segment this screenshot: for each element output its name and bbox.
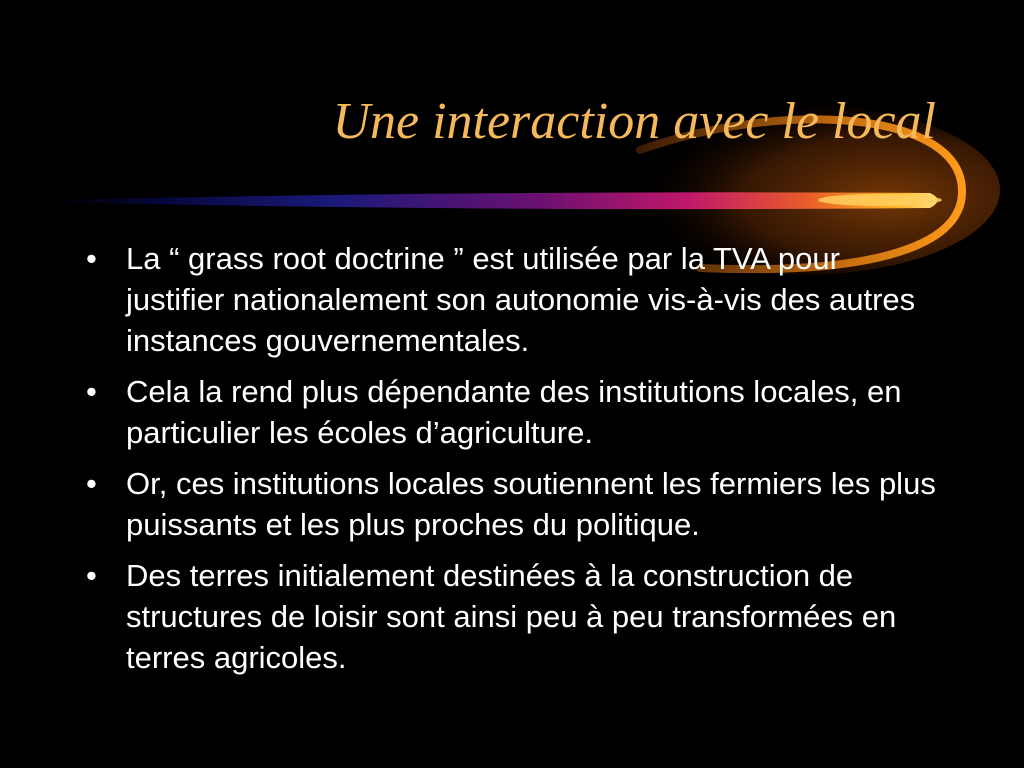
bullet-text: La “ grass root doctrine ” est utilisée par la TVA pour justifier nationalement son autonomie vis-à-vis des autres instances gouvernementales.: [126, 241, 916, 358]
bullet-list: [82, 238, 942, 688]
bullet-icon: •: [86, 466, 97, 501]
swoosh-bar-highlight: [818, 194, 942, 206]
list-item: [82, 371, 942, 453]
list-item: [82, 238, 942, 361]
list-item: [82, 555, 942, 678]
slide-title: Une interaction avec le local: [332, 93, 936, 150]
bullet-text: Des terres initialement destinées à la construction de structures de loisir sont ainsi peu à peu transformées en terres agricoles.: [126, 558, 897, 675]
bullet-icon: •: [86, 558, 97, 593]
list-item: [82, 463, 942, 545]
bullet-text: Cela la rend plus dépendante des institutions locales, en particulier les écoles d’agriculture.: [126, 374, 902, 450]
bullet-text: Or, ces institutions locales soutiennent les fermiers les plus puissants et les plus proches du politique.: [126, 466, 936, 542]
bullet-icon: •: [86, 241, 97, 276]
swoosh-bar: [50, 192, 938, 209]
bullet-icon: •: [86, 374, 97, 409]
